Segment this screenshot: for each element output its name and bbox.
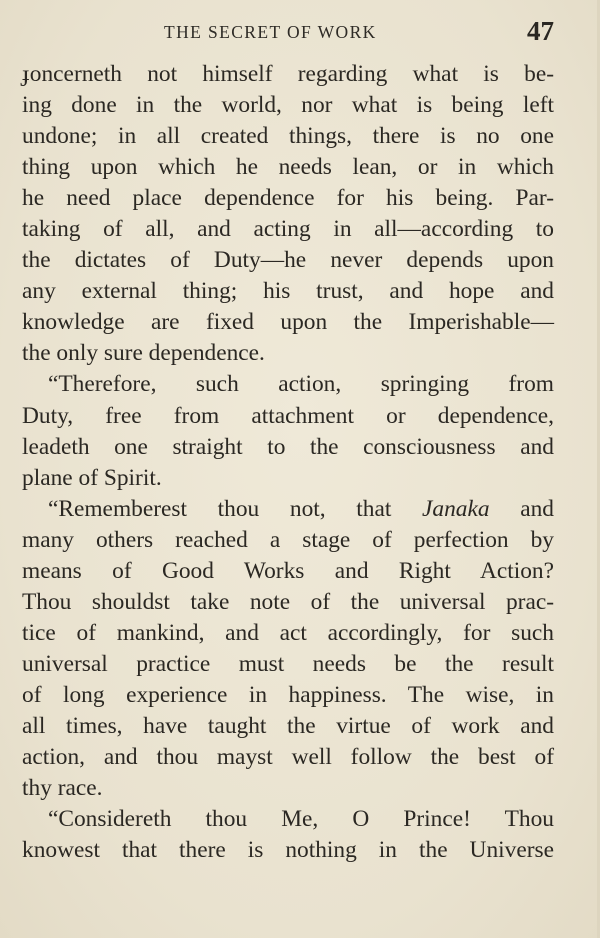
text-line: the dictates of Duty—he never depends upon [22, 247, 554, 274]
text-line: many others reached a stage of perfection by [22, 526, 554, 553]
text-line: all times, have taught the virtue of work and [22, 712, 554, 739]
text-line: knowest that there is nothing in the Universe [22, 837, 554, 864]
body-text [22, 59, 554, 866]
text-line: action, and thou mayst well follow the best of [22, 744, 554, 771]
text-line: of long experience in happiness. The wise, in [22, 681, 554, 708]
text-line: “Therefore, such action, springing from [48, 371, 554, 398]
text-line: undone; in all created things, there is no one [22, 123, 554, 150]
text-line: the only sure dependence. [22, 340, 265, 367]
page-number: 47 [527, 16, 554, 46]
text-line: tice of mankind, and act accordingly, for such [22, 619, 554, 646]
text-line: ɟoncerneth not himself regarding what is be- [22, 61, 554, 87]
text-line: Duty, free from attachment or dependence, [22, 402, 554, 429]
text-line: plane of Spirit. [22, 464, 162, 491]
text-line: ing done in the world, nor what is being left [22, 92, 554, 119]
text-line: taking of all, and acting in all—according to [22, 216, 554, 243]
text-line: leadeth one straight to the consciousness and [22, 433, 554, 460]
italic-name: Janaka [422, 495, 490, 522]
text-line: universal practice must needs be the result [22, 650, 554, 677]
running-head [22, 18, 554, 48]
text-line: “Rememberest thou not, that Janaka and [48, 495, 554, 522]
text-line: “Considereth thou Me, O Prince! Thou [48, 806, 554, 833]
text-line: thy race. [22, 775, 103, 802]
text-line: Thou shouldst take note of the universal prac- [22, 588, 554, 615]
text-line: thing upon which he needs lean, or in which [22, 154, 554, 181]
text-line: means of Good Works and Right Action? [22, 557, 554, 584]
text-line: any external thing; his trust, and hope and [22, 278, 554, 305]
text-line: knowledge are fixed upon the Imperishable— [22, 309, 554, 336]
running-head-title: THE SECRET OF WORK [164, 22, 377, 42]
text-line: he need place dependence for his being. Par- [22, 185, 554, 212]
